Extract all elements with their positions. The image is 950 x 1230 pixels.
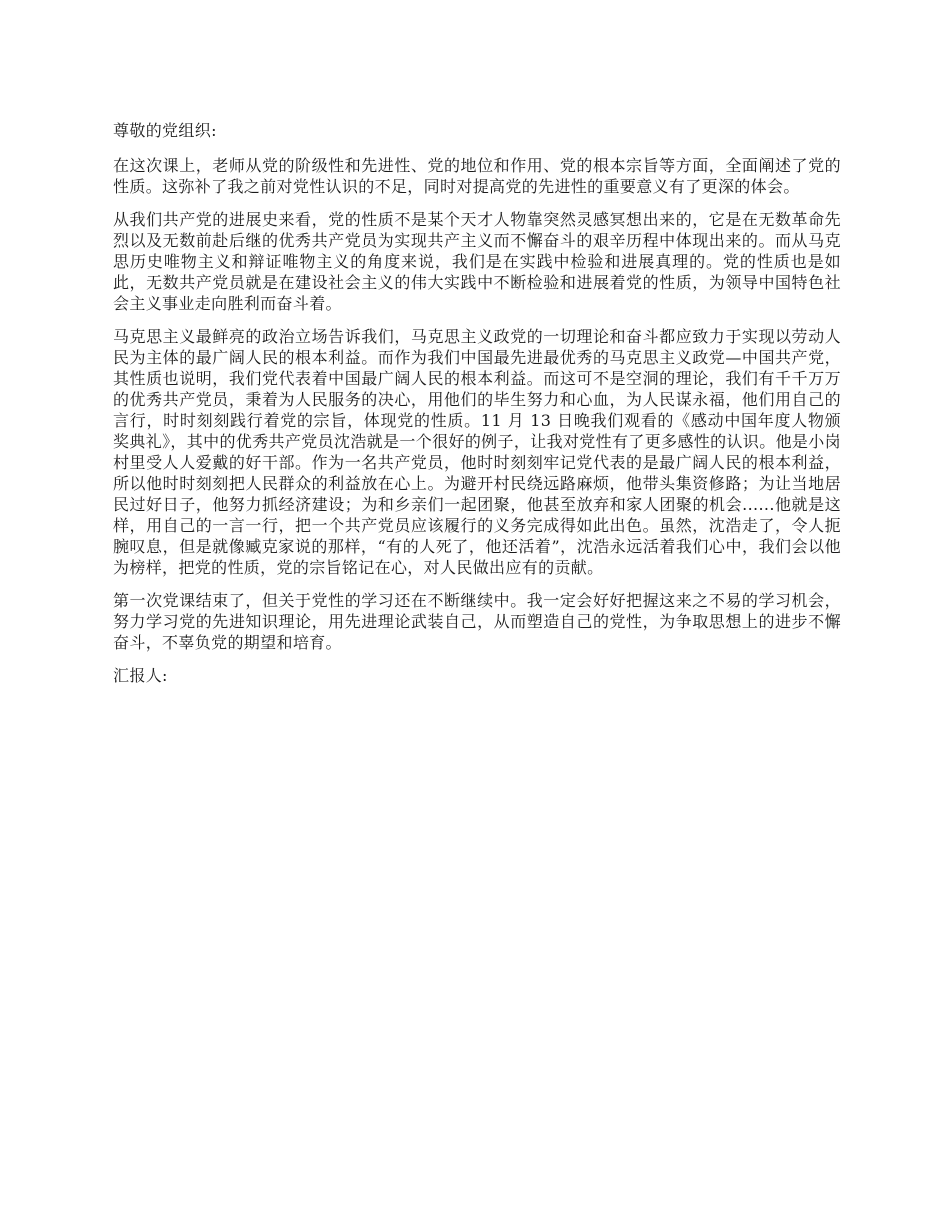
paragraph-intro: 在这次课上，老师从党的阶级性和先进性、党的地位和作用、党的根本宗旨等方面，全面阐述了党的性质。这弥补了我之前对党性认识的不足，同时对提高党的先进性的重要意义有了更深的体会。 (113, 156, 841, 196)
signature-line: 汇报人: (113, 666, 168, 685)
paragraph-marxism: 马克思主义最鲜亮的政治立场告诉我们，马克思主义政党的一切理论和奋斗都应致力于实现以劳动人民为主体的最广阔人民的根本利益。而作为我们中国最先进最优秀的马克思主义政党—中国共产党，其性质也说明，我们党代表着中国最广阔人民的根本利益。而这可不是空洞的理论，我们有千千万万的优秀共产党员，秉着为人民服务的决心，用他们的毕生努力和心血，为人民谋永福，他们用自己的言行，时时刻刻践行着党的宗旨，体现党的性质。11 月 13 日晚我们观看的《感动中国年度人物颁奖典礼》，其中的优秀共产党员沈浩就是一个很好的例子，让我对党性有了更多感性的认识。他是小岗村里受人人爱戴的好干部。作为一名共产党员，他时时刻刻牢记党代表的是最广阔人民的根本利益，所以他时时刻刻把人民群众的利益放在心上。为避开村民绕远路麻烦，他带头集资修路；为让当地居民过好日子，他努力抓经济建设；为和乡亲们一起团聚，他甚至放弃和家人团聚的机会......他就是这样，用自己的一言一行，把一个共产党员应该履行的义务完成得如此出色。虽然，沈浩走了，令人扼腕叹息，但是就像臧克家说的那样，“有的人死了，他还活着”，沈浩永远活着我们心中，我们会以他为榜样，把党的性质，党的宗旨铭记在心，对人民做出应有的贡献。 (113, 327, 841, 577)
salutation: 尊敬的党组织: (113, 121, 217, 140)
paragraph-conclusion: 第一次党课结束了，但关于党性的学习还在不断继续中。我一定会好好把握这来之不易的学习机会，努力学习党的先进知识理论，用先进理论武装自己，从而塑造自己的党性，为争取思想上的进步不懈奋斗，不辜负党的期望和培育。 (113, 591, 841, 652)
paragraph-history: 从我们共产党的进展史来看，党的性质不是某个天才人物靠突然灵感冥想出来的，它是在无数革命先烈以及无数前赴后继的优秀共产党员为实现共产主义而不懈奋斗的艰辛历程中体现出来的。而从马克思历史唯物主义和辩证唯物主义的角度来说，我们是在实践中检验和进展真理的。党的性质也是如此，无数共产党员就是在建设社会主义的伟大实践中不断检验和进展着党的性质，为领导中国特色社会主义事业走向胜利而奋斗着。 (113, 210, 841, 313)
document-page (113, 120, 841, 698)
